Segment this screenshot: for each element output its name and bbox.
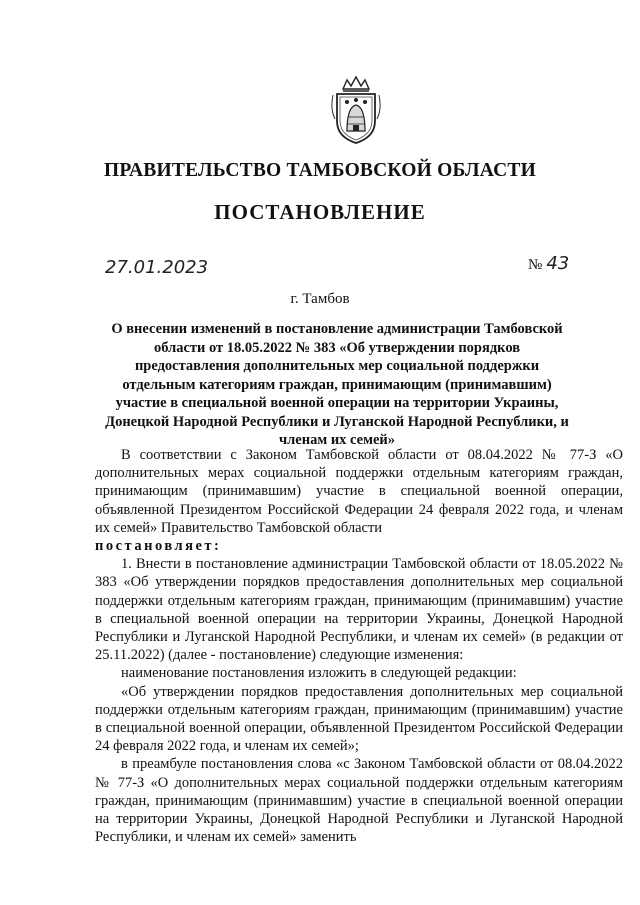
document-heading: О внесении изменений в постановление администрации Тамбовской области от 18.05.2022 № 383 «Об утверждении порядков предоставления дополнительных мер социальной поддержки отдельным категориям граждан, принимающим (принимавшим) участие в специальной военной операции на территории Украины, Донецкой Народной Республики и Луганской Народной Республики, и членам их семей» (105, 321, 569, 448)
paragraph-preamble: В соответствии с Законом Тамбовской области от 08.04.2022 № 77-З «О дополнительных мерах социальной поддержки отдельным категориям граждан, принимающим (принимавшим) участие в специальной военной операции, объявленной Президентом Российской Федерации 24 февраля 2022 года, и членам их семей» Правительство Тамбовской области (95, 447, 623, 536)
city: г. Тамбов (290, 291, 350, 307)
paragraph-new-title: «Об утверждении порядков предоставления дополнительных мер социальной поддержки отдельным категориям граждан, принимающим (принимавшим) участие в специальной военной операции, объявленной Президентом Российской Федерации 24 февраля 2022 года, и членам их семей»; (95, 683, 623, 755)
document-type: ПОСТАНОВЛЕНИЕ (214, 200, 426, 224)
organization-name: ПРАВИТЕЛЬСТВО ТАМБОВСКОЙ ОБЛАСТИ (104, 160, 536, 181)
paragraph-preamble-change: в преамбуле постановления слова «с Законом Тамбовской области от 08.04.2022 № 77-З «О дополнительных мерах социальной поддержки отдельным категориям граждан, принимающим (принимавшим) участие в специальной военной операции на территории Украины, Донецкой Народной Республики и Луганской Народной Республики, и членам их семей» заменить (95, 756, 623, 846)
paragraph-title-change: наименование постановления изложить в следующей редакции: (121, 665, 517, 682)
document-number (528, 253, 569, 274)
coat-of-arms-emblem (327, 75, 385, 145)
number-prefix: № (528, 257, 543, 273)
number-value: 43 (546, 253, 570, 274)
paragraph-item-1: 1. Внести в постановление администрации Тамбовской области от 18.05.2022 № 383 «Об утверждении порядков предоставления дополнительных мер социальной поддержки отдельным категориям граждан, принимающим (принимавшим) участие в специальной военной операции на территории Украины, Донецкой Народной Республики и Луганской Народной Республики, и членам их семей» (в редакции от 25.11.2022) (далее - постановление) следующие изменения: (95, 556, 623, 664)
document-date: 27.01.2023 (105, 257, 209, 278)
document-body (95, 446, 623, 846)
resolution-word: постановляет: (95, 538, 222, 555)
